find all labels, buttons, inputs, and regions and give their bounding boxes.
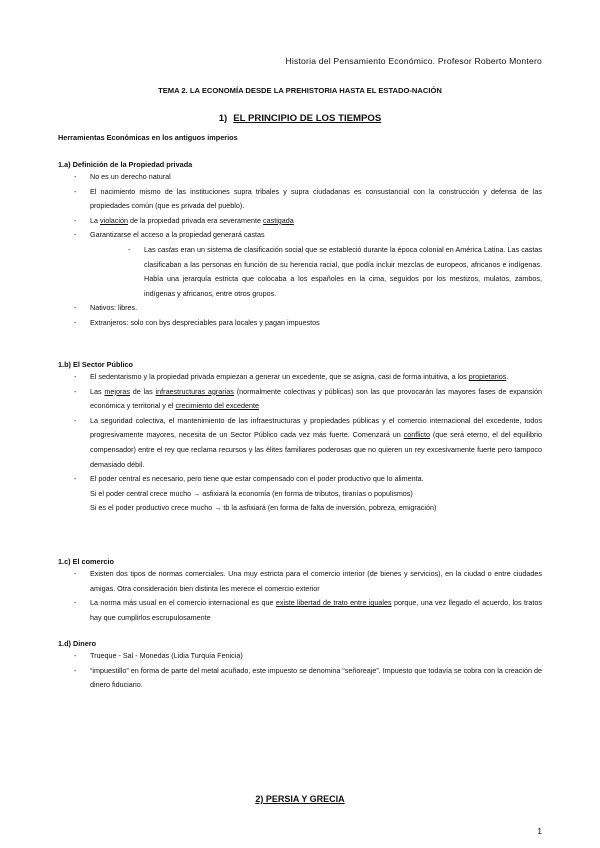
list-item: - Garantizarse el acceso a la propiedad generará castas bbox=[74, 230, 265, 240]
section-1c-list bbox=[72, 567, 542, 625]
section-1d-list bbox=[72, 649, 542, 693]
list-item: - El nacimiento mismo de las instituciones supra tribales y supra ciudadanas es consustancial con la construcción y defensa de las propiedades común (que es privada del pueblo). bbox=[74, 186, 542, 211]
list-item-continuation: Si es el poder productivo crece mucho → tb la asfixiará (en forma de falta de inversión, pobreza, emigración) bbox=[90, 503, 437, 513]
section-1c-title: 1.c) El comercio bbox=[58, 557, 114, 566]
section-1b-title: 1.b) El Sector Público bbox=[58, 360, 134, 369]
section-1-number: 1) bbox=[218, 113, 228, 124]
section-1d-title: 1.d) Dinero bbox=[58, 639, 97, 648]
list-item: - El poder central es necesario, pero tiene que estar compensado con el poder productivo que lo alimenta. bbox=[74, 474, 424, 484]
section-1b-list bbox=[72, 370, 542, 516]
list-item: - Extranjeros: solo con bys despreciables para locales y pagan impuestos bbox=[74, 317, 320, 327]
section-1a-title: 1.a) Definición de la Propiedad privada bbox=[58, 160, 193, 169]
list-item: - “impuestillo” en forma de parte del metal acuñado, este impuesto se denomina “señoreaje”. Impuesto que todavía se cobra con la creación de dinero fiduciario. bbox=[74, 665, 542, 690]
page-number: 1 bbox=[537, 826, 542, 836]
list-item: - La seguridad colectiva, el mantenimiento de las infraestructuras y propiedades públicas y el comercio internacional del excedente, todos progresivamente mayores, necesita de un Sector Público cada vez más fuerte. Comenzará un conflicto (que será eterno, el del equilibrio compensador) entre el rey que reclama recursos y las élites familiares poderosas que no quieren un rey excesivamente fuerte pero tampoco demasiado débil. bbox=[74, 415, 543, 469]
sub-list-item: - Las castas eran un sistema de clasificación social que se estableció durante la época colonial en América Latina. Las castas clasificaban a las personas en función de su herencia racial, que podía incluir mezclas de europeos, africanos e indígenas. Había una jerarquía estricta que colocaba a los españoles en la cima, seguidos por los mestizos, mulatos, zambos, indígenas y africanos, entre otros grupos. bbox=[128, 244, 542, 298]
list-item: - La norma más usual en el comercio internacional es que existe libertad de trato entre iguales porque, una vez llegado el acuerdo, los tratos hay que cumplirlos escrupulosamente bbox=[74, 598, 542, 622]
list-item: - El sedentarismo y la propiedad privada empiezan a generar un excedente, que se asigna, casi de forma intuitiva, a los propietarios. bbox=[74, 372, 509, 381]
list-item-continuation: Si el poder central crece mucho → asfixiará la economía (en forma de tributos, tiranías o populismos) bbox=[90, 488, 413, 498]
list-item: - Trueque - Sal - Monedas (Lidia Turquía Fenicia) bbox=[74, 651, 243, 660]
section-1-heading bbox=[0, 113, 600, 124]
list-item: - Las mejoras de las infraestructuras agrarias (normalmente colectivas y públicas) son las que provocarán las mayores fases de expansión económica y territorial y el crecimiento del excedente bbox=[74, 386, 542, 411]
list-item: - La violación de la propiedad privada era severamente castigada bbox=[74, 215, 294, 225]
intro-subtitle: Herramientas Económicas en los antiguos imperios bbox=[58, 133, 238, 142]
chapter-title: TEMA 2. LA ECONOMÍA DESDE LA PREHISTORIA HASTA EL ESTADO-NACIÓN bbox=[158, 86, 442, 95]
list-item: - No es un derecho natural bbox=[74, 172, 171, 181]
section-1-title: EL PRINCIPIO DE LOS TIEMPOS bbox=[233, 113, 382, 124]
section-1a-list bbox=[72, 170, 542, 331]
list-item: - Nativos: libres. bbox=[74, 303, 138, 313]
running-header: Historia del Pensamiento Económico. Profesor Roberto Montero bbox=[285, 56, 542, 66]
section-2-heading: 2) PERSIA Y GRECIA bbox=[255, 794, 345, 804]
list-item: - Existen dos tipos de normas comerciales. Una muy estricta para el comercio interior (de bienes y servicios), en la ciudad o entre ciudades amigas. Otra consideración bien distinta les merece el comercio exterior bbox=[74, 569, 542, 593]
